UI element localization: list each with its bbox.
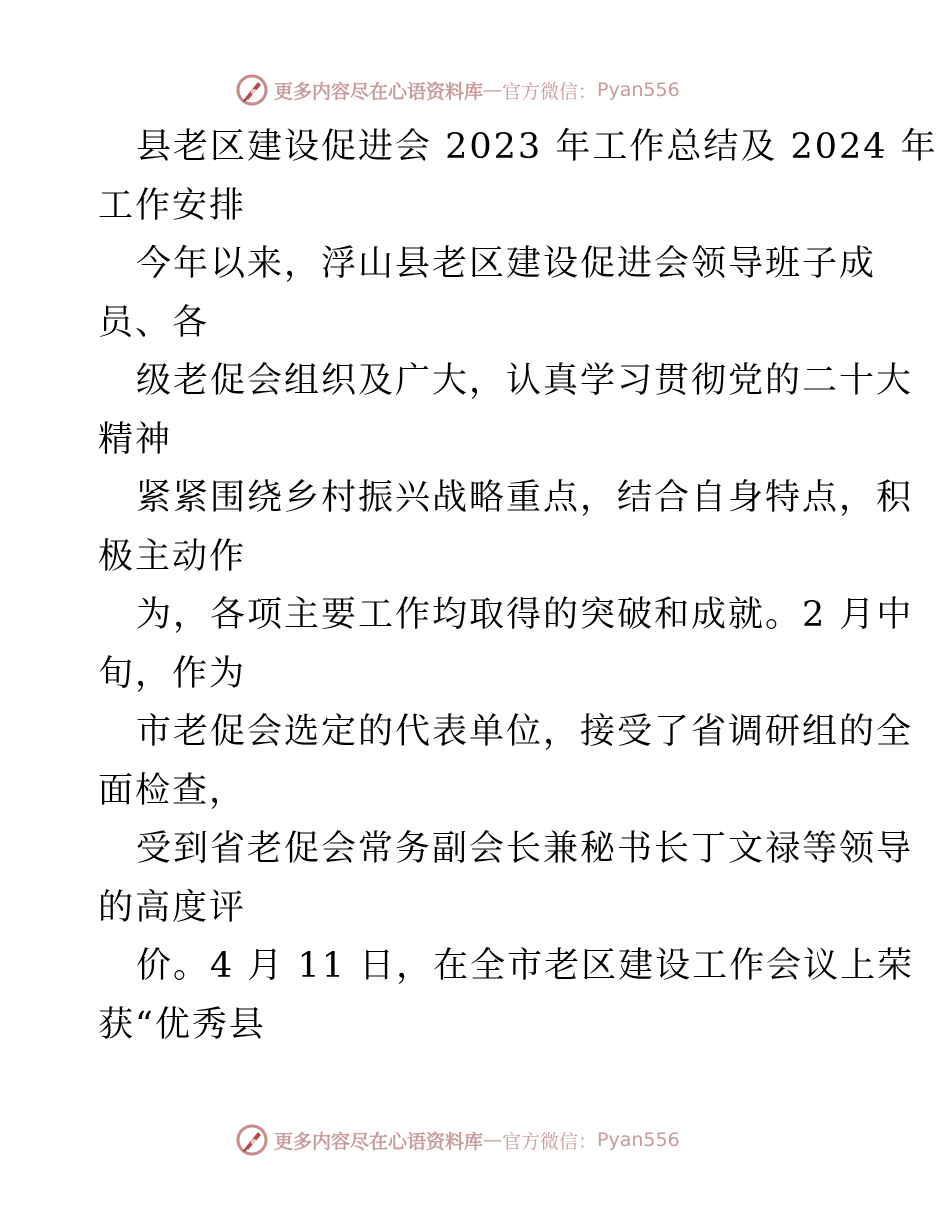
watermark-brand: 更多内容尽在心语资料库 — [274, 80, 484, 103]
text-line: 工作安排 — [98, 185, 247, 226]
watermark-tail: 官方微信： — [502, 80, 598, 103]
text-line: 极主动作 — [98, 536, 247, 577]
watermark-account: Pyan556 — [597, 1129, 680, 1151]
text-line: 市老促会选定的代表单位，接受了省调研组的全 — [136, 712, 914, 752]
pen-logo-icon — [234, 72, 270, 108]
text-line: 级老促会组织及广大，认真学习贯彻党的二十大 — [136, 361, 914, 401]
watermark-tail: 官方微信： — [502, 1130, 598, 1153]
document-body — [98, 118, 938, 1054]
header-watermark — [234, 72, 680, 108]
text-line: 今年以来，浮山县老区建设促进会领导班子成 — [136, 244, 877, 284]
text-line: 价。4 月 11 日，在全市老区建设工作会议上荣 — [136, 946, 915, 986]
watermark-separator: — — [483, 79, 503, 101]
text-line: 受到省老促会常务副会长兼秘书长丁文禄等领导 — [136, 829, 914, 869]
text-line: 员、各 — [98, 302, 210, 343]
watermark-separator: — — [483, 1129, 503, 1151]
text-line: 为，各项主要工作均取得的突破和成就。2 月中 — [136, 595, 914, 635]
pen-logo-icon — [234, 1122, 270, 1158]
watermark-account: Pyan556 — [597, 79, 680, 101]
text-line: 紧紧围绕乡村振兴战略重点，结合自身特点，积 — [136, 478, 914, 518]
footer-watermark — [234, 1122, 680, 1158]
text-line: 的高度评 — [98, 887, 247, 928]
watermark-brand: 更多内容尽在心语资料库 — [274, 1130, 484, 1153]
text-line: 县老区建设促进会 2023 年工作总结及 2024 年 — [136, 127, 938, 167]
text-line: 获“优秀县 — [98, 1004, 266, 1045]
text-line: 面检查， — [98, 770, 247, 811]
text-line: 精神 — [98, 419, 173, 460]
text-line: 旬，作为 — [98, 653, 247, 694]
